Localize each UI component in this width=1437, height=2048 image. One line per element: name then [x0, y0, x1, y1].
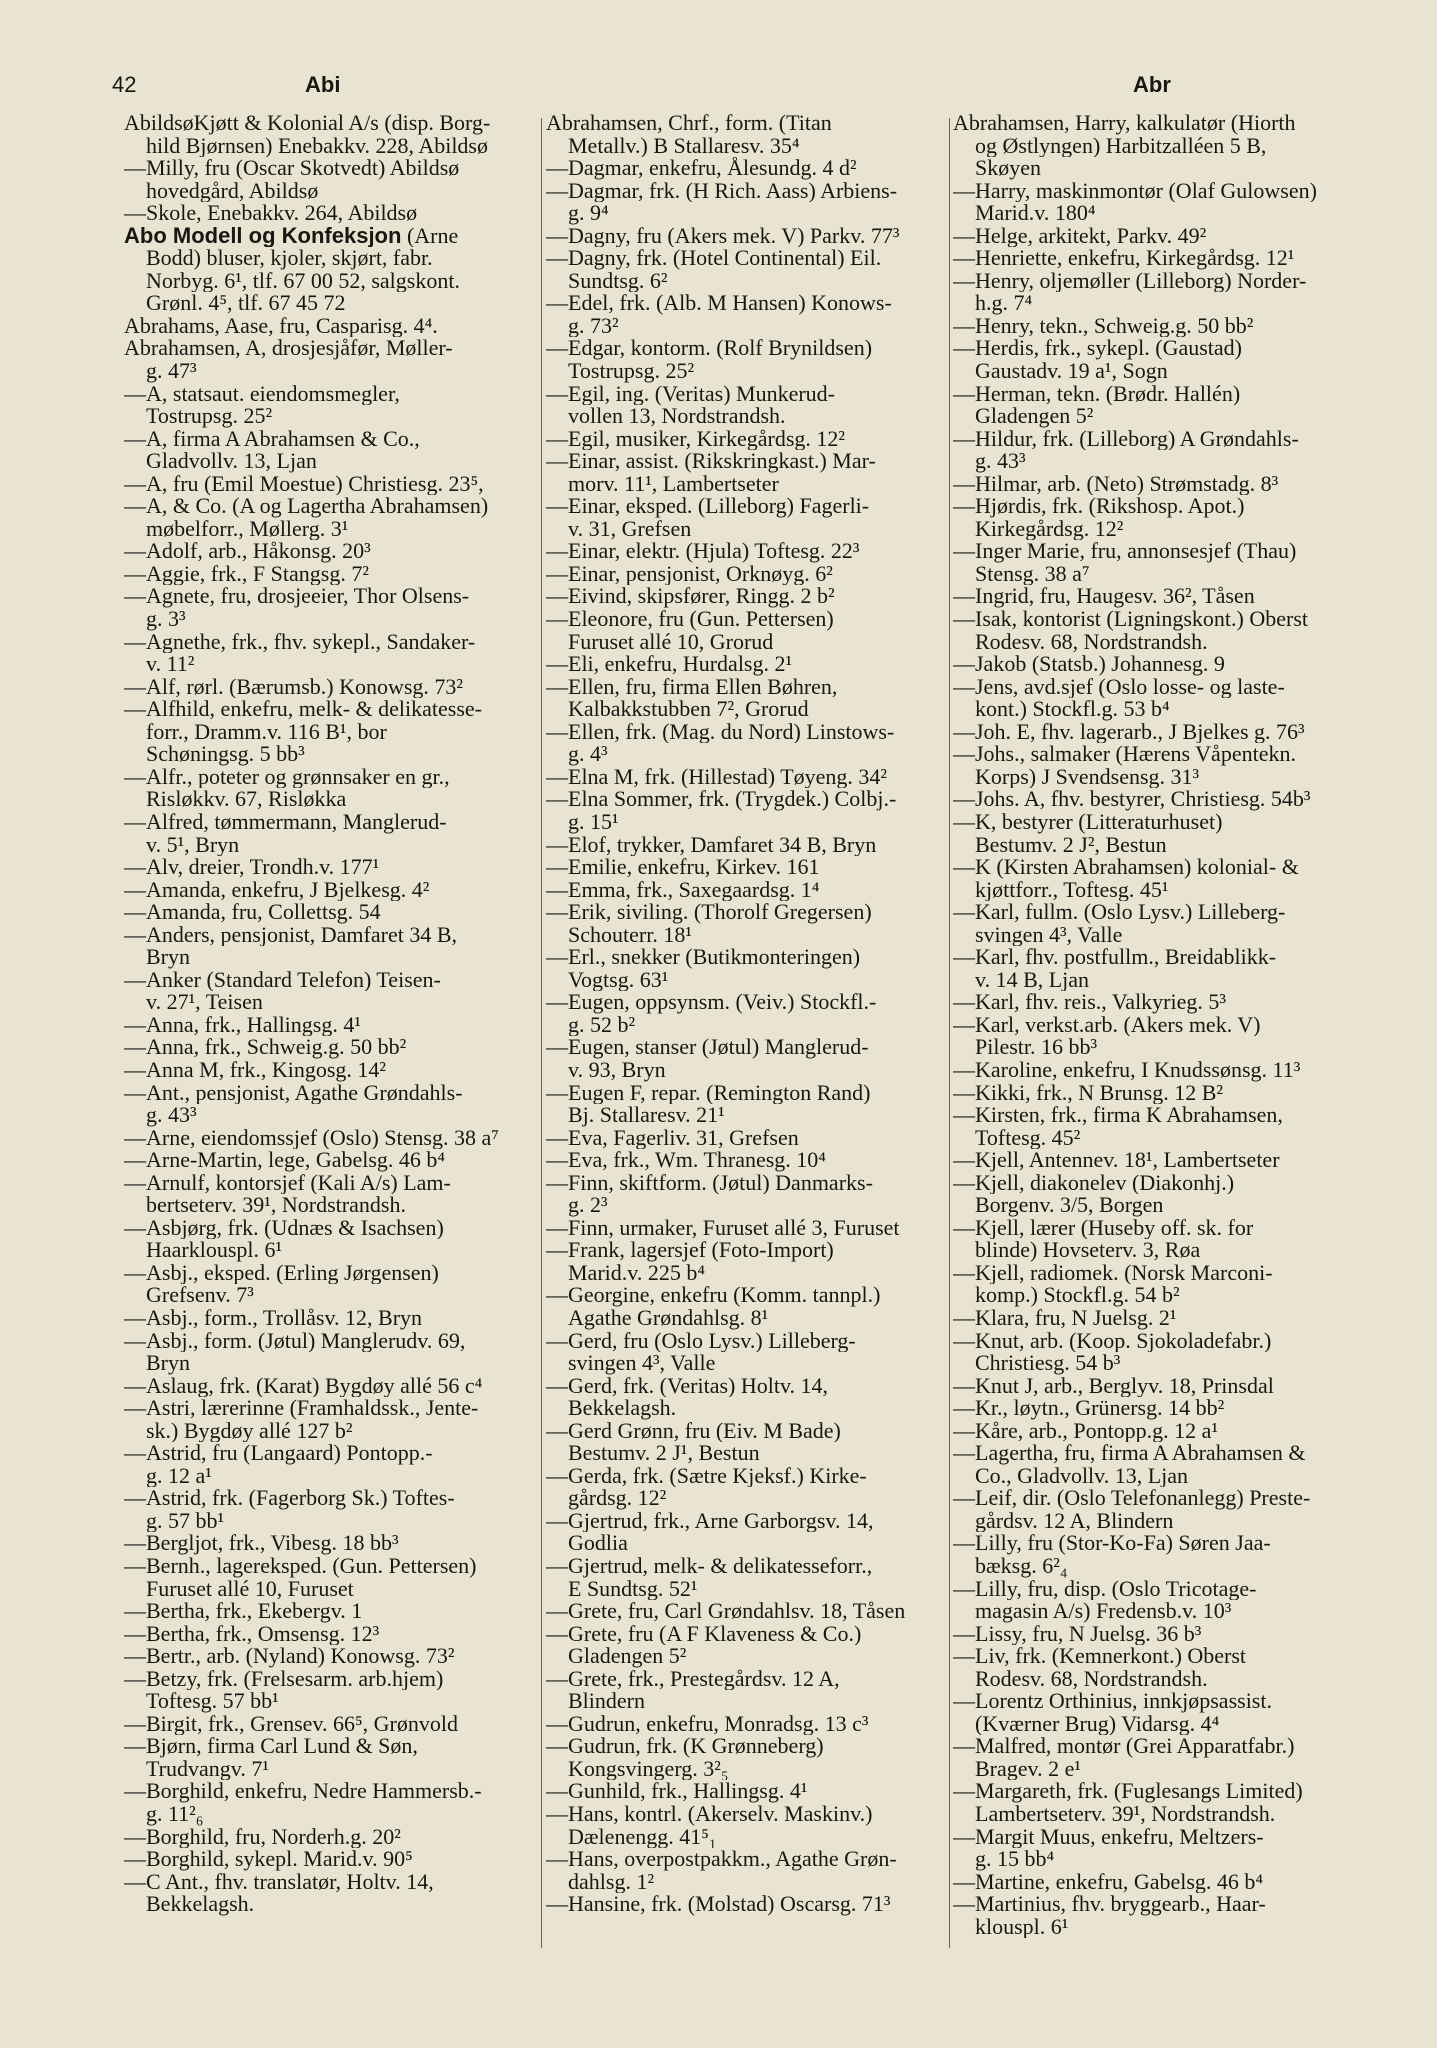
- directory-entry-line: —Elna Sommer, frk. (Trygdek.) Colbj.-: [546, 788, 897, 811]
- company-name-bold: Abo Modell og Konfeksjon: [124, 224, 402, 248]
- directory-entry-line: —Amanda, fru, Collettsg. 54: [124, 901, 381, 924]
- directory-entry-line: Marid.v. 180⁴: [975, 202, 1096, 225]
- directory-entry-line: —Aslaug, frk. (Karat) Bygdøy allé 56 c⁴: [124, 1374, 483, 1398]
- directory-entry-line: Abrahamsen, A, drosjesjåfør, Møller-: [124, 337, 453, 361]
- directory-entry-line: —Henriette, enkefru, Kirkegårdsg. 12¹: [953, 247, 1295, 270]
- directory-entry-line: —Alv, dreier, Trondh.v. 177¹: [124, 856, 380, 879]
- directory-entry-line: —Kjell, lærer (Huseby off. sk. for: [953, 1216, 1254, 1240]
- directory-entry-line: g. 2³: [568, 1194, 608, 1217]
- directory-entry-line: —Borghild, enkefru, Nedre Hammersb.-: [124, 1780, 482, 1804]
- directory-entry-line: Kirkegårdsg. 12²: [975, 517, 1124, 541]
- directory-entry-line: —A, firma A Abrahamsen & Co.,: [124, 427, 420, 451]
- directory-entry-line: —Elof, trykker, Damfaret 34 B, Bryn: [546, 833, 877, 857]
- directory-entry-line: Bj. Stallaresv. 21¹: [568, 1104, 725, 1127]
- directory-entry-line: —A, statsaut. eiendomsmegler,: [124, 382, 400, 406]
- page-header: [0, 70, 1437, 104]
- directory-entry-line: —Einar, assist. (Rikskringkast.) Mar-: [546, 450, 876, 473]
- directory-entry-line: g. 47³: [146, 360, 197, 383]
- directory-entry-line: —Hansine, frk. (Molstad) Oscarsg. 71³: [546, 1893, 891, 1916]
- directory-entry-line: Schouterr. 18¹: [568, 923, 692, 947]
- directory-entry-line: —Anders, pensjonist, Damfaret 34 B,: [124, 923, 457, 947]
- directory-entry-line: —Hans, overpostpakkm., Agathe Grøn-: [546, 1848, 897, 1871]
- directory-entry-line: —Leif, dir. (Oslo Telefonanlegg) Preste-: [953, 1487, 1311, 1510]
- directory-entry-line: g. 43³: [146, 1104, 197, 1127]
- directory-entry-line: Stensg. 38 a⁷: [975, 562, 1090, 586]
- directory-entry-line: —Margit Muus, enkefru, Meltzers-: [953, 1825, 1264, 1849]
- directory-entry-line: —Martine, enkefru, Gabelsg. 46 b⁴: [953, 1870, 1264, 1894]
- directory-entry-line: —Karl, verkst.arb. (Akers mek. V): [953, 1013, 1261, 1037]
- directory-entry-line: —Finn, skiftform. (Jøtul) Danmarks-: [546, 1171, 873, 1195]
- directory-entry-line: —Kjell, diakonelev (Diakonhj.): [953, 1171, 1235, 1195]
- directory-entry-line: Christiesg. 54 b³: [975, 1352, 1121, 1375]
- directory-entry-line: —Ingrid, fru, Haugesv. 36², Tåsen: [953, 585, 1255, 609]
- directory-entry-line: Bodd) bluser, kjoler, skjørt, fabr.: [146, 247, 433, 270]
- directory-entry-line: kjøttforr., Toftesg. 45¹: [975, 878, 1169, 902]
- directory-entry-line: —Adolf, arb., Håkonsg. 20³: [124, 540, 371, 563]
- directory-entry-line: —Lilly, fru (Stor-Ko-Fa) Søren Jaa-: [953, 1532, 1271, 1555]
- directory-entry-line: —Kr., løytn., Grünersg. 14 bb²: [953, 1397, 1225, 1420]
- directory-entry-line: —Arne-Martin, lege, Gabelsg. 46 b⁴: [124, 1149, 446, 1172]
- directory-entry-line: hild Bjørnsen) Enebakkv. 228, Abildsø: [146, 134, 488, 158]
- directory-entry-line: —Joh. E, fhv. lagerarb., J Bjelkes g. 76³: [953, 720, 1305, 744]
- directory-entry-line: —Hilmar, arb. (Neto) Strømstadg. 8³: [953, 472, 1279, 496]
- directory-entry-line: —Amanda, enkefru, J Bjelkesg. 4²: [124, 878, 430, 902]
- directory-entry-line: Gladvollv. 13, Ljan: [146, 450, 317, 473]
- directory-entry-line: (Kværner Brug) Vidarsg. 4⁴: [975, 1712, 1220, 1736]
- directory-column-3: [953, 112, 1365, 1938]
- directory-entry-line: —Elna M, frk. (Hillestad) Tøyeng. 34²: [546, 765, 888, 789]
- directory-entry-line: —Egil, musiker, Kirkegårdsg. 12²: [546, 427, 845, 451]
- directory-column-2: [546, 112, 958, 1916]
- directory-entry-line: —Arne, eiendomssjef (Oslo) Stensg. 38 a⁷: [124, 1126, 499, 1150]
- directory-entry-line: —Gerd, fru (Oslo Lysv.) Lilleberg-: [546, 1329, 856, 1353]
- directory-entry-line: —Anna M, frk., Kingosg. 14²: [124, 1058, 387, 1082]
- directory-entry-line: —Bernh., lagereksped. (Gun. Pettersen): [124, 1555, 477, 1578]
- directory-entry-line: —Gerd, frk. (Veritas) Holtv. 14,: [546, 1374, 829, 1398]
- directory-entry-line: —Einar, eksped. (Lilleborg) Fagerli-: [546, 495, 870, 518]
- directory-entry-line: blinde) Hovseterv. 3, Røa: [975, 1239, 1201, 1262]
- directory-entry-line: Kongsvingerg. 3²₅: [568, 1757, 729, 1781]
- directory-entry-line: Borgenv. 3/5, Borgen: [975, 1194, 1164, 1217]
- directory-entry-line: Korps) J Svendsensg. 31³: [975, 765, 1200, 789]
- directory-entry-line: g. 73²: [568, 314, 619, 338]
- directory-entry-line: —Kikki, frk., N Brunsg. 12 B²: [953, 1081, 1223, 1105]
- directory-entry-line: —Borghild, fru, Norderh.g. 20²: [124, 1825, 401, 1849]
- directory-column-1: [124, 112, 544, 1916]
- directory-entry-line: —Bergljot, frk., Vibesg. 18 bb³: [124, 1532, 399, 1555]
- directory-entry-line: —Henry, tekn., Schweig.g. 50 bb²: [953, 314, 1254, 338]
- directory-entry-line: —Dagmar, frk. (H Rich. Aass) Arbiens-: [546, 179, 898, 203]
- directory-entry-line: —Astri, lærerinne (Framhaldssk., Jente-: [124, 1397, 479, 1420]
- directory-entry-line: v. 14 B, Ljan: [975, 968, 1090, 992]
- directory-entry-line: —Kåre, arb., Pontopp.g. 12 a¹: [953, 1419, 1219, 1443]
- directory-entry-line: —Frank, lagersjef (Foto-Import): [546, 1239, 834, 1262]
- directory-entry-line: —Grete, frk., Prestegårdsv. 12 A,: [546, 1667, 840, 1691]
- directory-entry-line: v. 5¹, Bryn: [146, 833, 240, 857]
- directory-entry-line: —Karl, fhv. reis., Valkyrieg. 5³: [953, 991, 1226, 1014]
- directory-entry-line: Sundtsg. 6²: [568, 269, 668, 293]
- directory-entry-line: Bryn: [146, 1352, 190, 1375]
- directory-entry-line: Abrahamsen, Harry, kalkulatør (Hiorth: [953, 112, 1296, 135]
- directory-entry-line: Norbyg. 6¹, tlf. 67 00 52, salgskont.: [146, 269, 460, 293]
- directory-entry-line: —Edel, frk. (Alb. M Hansen) Konows-: [546, 292, 892, 315]
- directory-entry-line: Bryn: [146, 946, 190, 969]
- directory-entry-line: Grønl. 4⁵, tlf. 67 45 72: [146, 292, 346, 315]
- directory-entry-line: Skøyen: [975, 157, 1041, 180]
- directory-entry-line: Gladengen 5²: [568, 1645, 687, 1668]
- directory-entry-line: —Milly, fru (Oscar Skotvedt) Abildsø: [124, 157, 460, 180]
- directory-entry-line: Risløkkv. 67, Risløkka: [146, 788, 347, 811]
- directory-entry-line: —Bertr., arb. (Nyland) Konowsg. 73²: [124, 1645, 455, 1668]
- directory-entry-line: —Eva, frk., Wm. Thranesg. 10⁴: [546, 1149, 826, 1172]
- directory-entry-line: Furuset allé 10, Grorud: [568, 630, 774, 654]
- directory-entry-line: —Alfhild, enkefru, melk- & delikatesse-: [124, 698, 483, 721]
- directory-entry-line: —Malfred, montør (Grei Apparatfabr.): [953, 1735, 1295, 1758]
- page-number: 42: [112, 72, 137, 97]
- directory-entry-line: —Grete, fru (A F Klaveness & Co.): [546, 1622, 862, 1646]
- directory-entry-line: Dælenengg. 41⁵₁: [568, 1825, 717, 1849]
- directory-entry-line: komp.) Stockfl.g. 54 b²: [975, 1284, 1180, 1307]
- directory-entry-line: —K, bestyrer (Litteraturhuset): [953, 810, 1223, 834]
- directory-entry-line: klouspl. 6¹: [975, 1915, 1069, 1939]
- directory-entry-line: —C Ant., fhv. translatør, Holtv. 14,: [124, 1870, 434, 1894]
- directory-entry-line: —Aggie, frk., F Stangsg. 7²: [124, 562, 369, 586]
- directory-entry-line: magasin A/s) Fredensb.v. 10³: [975, 1600, 1232, 1623]
- directory-entry-line: v. 11²: [146, 653, 195, 676]
- directory-entry-line: g. 57 bb¹: [146, 1509, 225, 1533]
- directory-entry-line: Bragev. 2 e¹: [975, 1757, 1081, 1781]
- directory-entry-line: —Gerd Grønn, fru (Eiv. M Bade): [546, 1419, 841, 1443]
- directory-entry-line: Bekkelagsh.: [568, 1397, 677, 1420]
- directory-entry-line: —Kjell, radiomek. (Norsk Marconi-: [953, 1261, 1273, 1285]
- directory-entry-line: —Gjertrud, melk- & delikatesseforr.,: [546, 1555, 873, 1578]
- directory-entry-line: Agathe Grøndahlsg. 8¹: [568, 1306, 769, 1330]
- directory-entry-line: g. 12 a¹: [146, 1464, 212, 1488]
- directory-entry-line: —Helge, arkitekt, Parkv. 49²: [953, 224, 1207, 248]
- directory-entry-line: Tostrupsg. 25²: [146, 405, 273, 428]
- directory-entry-line: —Jakob (Statsb.) Johannesg. 9: [953, 653, 1225, 676]
- directory-entry-line: dahlsg. 1²: [568, 1870, 655, 1894]
- directory-entry-line: bæksg. 6²₄: [975, 1555, 1068, 1578]
- directory-entry-line: Kalbakkstubben 7², Grorud: [568, 698, 809, 721]
- directory-entry-line: Vogtsg. 63¹: [568, 968, 669, 992]
- directory-entry-line: —Gunhild, frk., Hallingsg. 4¹: [546, 1780, 808, 1804]
- directory-entry-line: svingen 4³, Valle: [568, 1352, 716, 1375]
- directory-entry-line: —Hildur, frk. (Lilleborg) A Grøndahls-: [953, 427, 1299, 451]
- directory-entry-line: —Egil, ing. (Veritas) Munkerud-: [546, 382, 835, 406]
- directory-entry-line: —Anna, frk., Hallingsg. 4¹: [124, 1013, 361, 1037]
- directory-entry-line: —Skole, Enebakkv. 264, Abildsø: [124, 202, 418, 225]
- directory-entry-line: g. 3³: [146, 608, 186, 631]
- directory-entry-line: h.g. 7⁴: [975, 292, 1033, 315]
- directory-entry-line: —Dagny, fru (Akers mek. V) Parkv. 77³: [546, 224, 900, 248]
- directory-entry-line: —Karoline, enkefru, I Knudssønsg. 11³: [953, 1058, 1301, 1082]
- directory-entry-line: —Lagertha, fru, firma A Abrahamsen &: [953, 1442, 1306, 1465]
- directory-entry-line: —Inger Marie, fru, annonsesjef (Thau): [953, 540, 1297, 563]
- directory-entry-line: møbelforr., Møllerg. 3¹: [146, 517, 349, 541]
- directory-entry-line: E Sundtsg. 52¹: [568, 1577, 698, 1601]
- directory-entry-line: Abrahams, Aase, fru, Casparisg. 4⁴.: [124, 314, 438, 338]
- directory-entry-line: —Grete, fru, Carl Grøndahlsv. 18, Tåsen: [546, 1600, 906, 1623]
- directory-entry-line: g. 15¹: [568, 810, 619, 834]
- directory-entry-line: —Gudrun, enkefru, Monradsg. 13 c³: [546, 1712, 869, 1736]
- directory-entry-line: —Ant., pensjonist, Agathe Grøndahls-: [124, 1081, 463, 1105]
- directory-entry-line: —A, fru (Emil Moestue) Christiesg. 23⁵,: [124, 472, 484, 496]
- directory-entry-line: —Eli, enkefru, Hurdalsg. 2¹: [546, 653, 793, 676]
- directory-entry-line: —Margareth, frk. (Fuglesangs Limited): [953, 1780, 1303, 1804]
- directory-entry-line: —Anna, frk., Schweig.g. 50 bb²: [124, 1036, 407, 1059]
- directory-entry-line: —Gerda, frk. (Sætre Kjeksf.) Kirke-: [546, 1464, 867, 1488]
- directory-entry-line: —Kirsten, frk., firma K Abrahamsen,: [953, 1104, 1283, 1127]
- directory-entry-line: —Agnethe, frk., fhv. sykepl., Sandaker-: [124, 630, 476, 654]
- directory-entry-line: Co., Gladvollv. 13, Ljan: [975, 1464, 1189, 1488]
- directory-entry-line: Grefsenv. 7³: [146, 1284, 254, 1307]
- directory-entry-line: —Ellen, frk. (Mag. du Nord) Linstows-: [546, 720, 895, 744]
- directory-entry-line: Gladengen 5²: [975, 405, 1094, 428]
- directory-entry-line: Pilestr. 16 bb³: [975, 1036, 1098, 1059]
- directory-entry-line: Bestumv. 2 J¹, Bestun: [568, 1442, 760, 1465]
- header-keyword-right: Abr: [1133, 72, 1171, 97]
- directory-entry-line: —Lilly, fru, disp. (Oslo Tricotage-: [953, 1577, 1257, 1601]
- directory-entry-line: Bestumv. 2 J², Bestun: [975, 833, 1167, 857]
- directory-entry-line: —Johs. A, fhv. bestyrer, Christiesg. 54b³: [953, 788, 1311, 811]
- directory-entry-line: —Liv, frk. (Kemnerkont.) Oberst: [953, 1645, 1247, 1668]
- directory-entry-line: —Karl, fullm. (Oslo Lysv.) Lilleberg-: [953, 901, 1286, 924]
- directory-entry-line: AbildsøKjøtt & Kolonial A/s (disp. Borg-: [124, 112, 491, 135]
- directory-entry-line: —Kjell, Antennev. 18¹, Lambertseter: [953, 1149, 1280, 1172]
- directory-entry-line: —Hans, kontrl. (Akerselv. Maskinv.): [546, 1803, 873, 1826]
- directory-entry-line: —Emma, frk., Saxegaardsg. 1⁴: [546, 878, 820, 902]
- directory-entry-line: —Harry, maskinmontør (Olaf Gulowsen): [953, 179, 1317, 203]
- directory-entry-line: Haarklouspl. 6¹: [146, 1239, 283, 1262]
- directory-entry-line: Abo Modell og Konfeksjon (Arne: [124, 224, 459, 248]
- directory-entry-line: —Asbj., form. (Jøtul) Manglerudv. 69,: [124, 1329, 466, 1353]
- directory-entry-line: —Bertha, frk., Omsensg. 12³: [124, 1622, 380, 1646]
- directory-entry-line: —Eleonore, fru (Gun. Pettersen): [546, 608, 834, 631]
- directory-entry-line: —Lissy, fru, N Juelsg. 36 b³: [953, 1622, 1202, 1646]
- directory-entry-line: —Bjørn, firma Carl Lund & Søn,: [124, 1735, 418, 1758]
- directory-entry-line: —Lorentz Orthinius, innkjøpsassist.: [953, 1690, 1272, 1713]
- directory-entry-line: —Anker (Standard Telefon) Teisen-: [124, 968, 441, 992]
- directory-entry-line: g. 52 b²: [568, 1013, 636, 1037]
- directory-entry-line: g. 9⁴: [568, 202, 609, 225]
- directory-entry-line: —Eugen, oppsynsm. (Veiv.) Stockfl.-: [546, 991, 877, 1014]
- directory-entry-line: —Einar, elektr. (Hjula) Toftesg. 22³: [546, 540, 860, 563]
- directory-entry-line: —Arnulf, kontorsjef (Kali A/s) Lam-: [124, 1171, 451, 1195]
- directory-entry-line: vollen 13, Nordstrandsh.: [568, 405, 786, 428]
- directory-entry-line: gårdsg. 12²: [568, 1487, 667, 1510]
- directory-entry-line: —Gjertrud, frk., Arne Garborgsv. 14,: [546, 1509, 874, 1533]
- directory-entry-line: —Astrid, frk. (Fagerborg Sk.) Toftes-: [124, 1487, 455, 1510]
- directory-entry-line: —Martinius, fhv. bryggearb., Haar-: [953, 1893, 1266, 1916]
- directory-entry-line: —Hjørdis, frk. (Rikshosp. Apot.): [953, 495, 1245, 518]
- directory-entry-line: —Erl., snekker (Butikmonteringen): [546, 946, 861, 969]
- directory-entry-line: morv. 11¹, Lambertseter: [568, 472, 779, 496]
- directory-entry-line: Metallv.) B Stallaresv. 35⁴: [568, 134, 800, 158]
- directory-entry-line: —Herdis, frk., sykepl. (Gaustad): [953, 337, 1242, 361]
- directory-entry-line: —Borghild, sykepl. Marid.v. 90⁵: [124, 1848, 413, 1871]
- directory-entry-line: —Birgit, frk., Grensev. 66⁵, Grønvold: [124, 1712, 458, 1736]
- directory-entry-line: —Betzy, frk. (Frelsesarm. arb.hjem): [124, 1667, 444, 1691]
- directory-entry-line: —Finn, urmaker, Furuset allé 3, Furuset: [546, 1216, 900, 1240]
- directory-entry-line: —Ellen, fru, firma Ellen Bøhren,: [546, 675, 838, 699]
- directory-entry-line: —Knut J, arb., Berglyv. 18, Prinsdal: [953, 1374, 1274, 1398]
- directory-entry-line: —Erik, siviling. (Thorolf Gregersen): [546, 901, 872, 924]
- directory-entry-line: —Eivind, skipsfører, Ringg. 2 b²: [546, 585, 835, 609]
- directory-entry-line: forr., Dramm.v. 116 B¹, bor: [146, 720, 387, 744]
- directory-entry-line: svingen 4³, Valle: [975, 923, 1123, 947]
- directory-entry-line: —Isak, kontorist (Ligningskont.) Oberst: [953, 608, 1309, 631]
- directory-entry-line: —Knut, arb. (Koop. Sjokoladefabr.): [953, 1329, 1272, 1353]
- directory-entry-line: Trudvangv. 7¹: [146, 1757, 269, 1781]
- directory-entry-line: —Dagny, frk. (Hotel Continental) Eil.: [546, 247, 882, 270]
- directory-entry-line: Rodesv. 68, Nordstrandsh.: [975, 1667, 1208, 1691]
- directory-entry-line: kont.) Stockfl.g. 53 b⁴: [975, 698, 1170, 721]
- directory-entry-line: Furuset allé 10, Furuset: [146, 1577, 354, 1601]
- directory-entry-line: g. 43³: [975, 450, 1026, 473]
- directory-entry-line: Marid.v. 225 b⁴: [568, 1261, 706, 1285]
- directory-entry-line: gårdsv. 12 A, Blindern: [975, 1509, 1174, 1533]
- directory-entry-line: —Dagmar, enkefru, Ålesundg. 4 d²: [546, 157, 857, 180]
- directory-entry-line: —Henry, oljemøller (Lilleborg) Norder-: [953, 269, 1307, 293]
- directory-entry-line: —Edgar, kontorm. (Rolf Brynildsen): [546, 337, 873, 361]
- directory-entry-line: —A, & Co. (A og Lagertha Abrahamsen): [124, 495, 489, 518]
- directory-entry-line: —Asbj., eksped. (Erling Jørgensen): [124, 1261, 439, 1285]
- directory-entry-line: —Georgine, enkefru (Komm. tannpl.): [546, 1284, 881, 1307]
- directory-entry-line: —Klara, fru, N Juelsg. 2¹: [953, 1306, 1177, 1330]
- directory-entry-line: —Johs., salmaker (Hærens Våpentekn.: [953, 743, 1296, 766]
- directory-entry-line: g. 4³: [568, 743, 608, 766]
- directory-entry-line: —Asbjørg, frk. (Udnæs & Isachsen): [124, 1216, 444, 1240]
- directory-entry-line: Tostrupsg. 25²: [568, 360, 695, 383]
- directory-entry-line: Rodesv. 68, Nordstrandsh.: [975, 630, 1208, 654]
- directory-entry-line: v. 31, Grefsen: [568, 517, 692, 541]
- directory-entry-line: Toftesg. 57 bb¹: [146, 1690, 279, 1713]
- directory-entry-line: —Alf, rørl. (Bærumsb.) Konowsg. 73²: [124, 675, 464, 699]
- directory-entry-line: Bekkelagsh.: [146, 1893, 255, 1916]
- directory-entry-line: —Alfred, tømmermann, Manglerud-: [124, 810, 447, 834]
- directory-entry-line: —Bertha, frk., Ekebergv. 1: [124, 1600, 363, 1623]
- directory-entry-line: —Eugen F, repar. (Remington Rand): [546, 1081, 871, 1105]
- directory-entry-line: g. 11²₆: [146, 1803, 204, 1826]
- directory-entry-line: Schøningsg. 5 bb³: [146, 743, 305, 766]
- directory-entry-line: —Gudrun, frk. (K Grønneberg): [546, 1735, 824, 1758]
- directory-entry-line: —Emilie, enkefru, Kirkev. 161: [546, 856, 820, 879]
- directory-entry-line: —K (Kirsten Abrahamsen) kolonial- &: [953, 856, 1299, 879]
- directory-entry-line: —Alfr., poteter og grønnsaker en gr.,: [124, 765, 450, 789]
- directory-entry-line: hovedgård, Abildsø: [146, 179, 319, 203]
- directory-entry-line: —Karl, fhv. postfullm., Breidablikk-: [953, 946, 1277, 969]
- directory-entry-line: g. 15 bb⁴: [975, 1848, 1055, 1871]
- directory-entry-line: sk.) Bygdøy allé 127 b²: [146, 1419, 353, 1443]
- directory-entry-line: —Asbj., form., Trollåsv. 12, Bryn: [124, 1306, 423, 1330]
- directory-entry-line: —Einar, pensjonist, Orknøyg. 6²: [546, 562, 833, 586]
- directory-entry-line: Godlia: [568, 1532, 628, 1555]
- directory-entry-line: v. 93, Bryn: [568, 1058, 666, 1082]
- directory-entry-line: Abrahamsen, Chrf., form. (Titan: [546, 112, 832, 135]
- directory-entry-line: Blindern: [568, 1690, 645, 1713]
- directory-entry-line: —Eva, Fagerliv. 31, Grefsen: [546, 1126, 799, 1150]
- directory-entry-line: Toftesg. 45²: [975, 1126, 1081, 1150]
- directory-entry-line: Lambertseterv. 39¹, Nordstrandsh.: [975, 1803, 1276, 1826]
- directory-entry-line: —Eugen, stanser (Jøtul) Manglerud-: [546, 1036, 869, 1059]
- directory-entry-line: —Agnete, fru, drosjeeier, Thor Olsens-: [124, 585, 470, 609]
- directory-entry-line: v. 27¹, Teisen: [146, 991, 263, 1014]
- directory-entry-line: —Astrid, fru (Langaard) Pontopp.-: [124, 1442, 433, 1465]
- directory-entry-line: —Jens, avd.sjef (Oslo losse- og laste-: [953, 675, 1285, 699]
- directory-entry-line: bertseterv. 39¹, Nordstrandsh.: [146, 1194, 406, 1217]
- header-keyword-left: Abi: [305, 72, 341, 97]
- directory-entry-line: Gaustadv. 19 a¹, Sogn: [975, 360, 1168, 383]
- directory-entry-line: —Herman, tekn. (Brødr. Hallén): [953, 382, 1241, 406]
- directory-entry-line: og Østlyngen) Harbitzalléen 5 B,: [975, 134, 1267, 158]
